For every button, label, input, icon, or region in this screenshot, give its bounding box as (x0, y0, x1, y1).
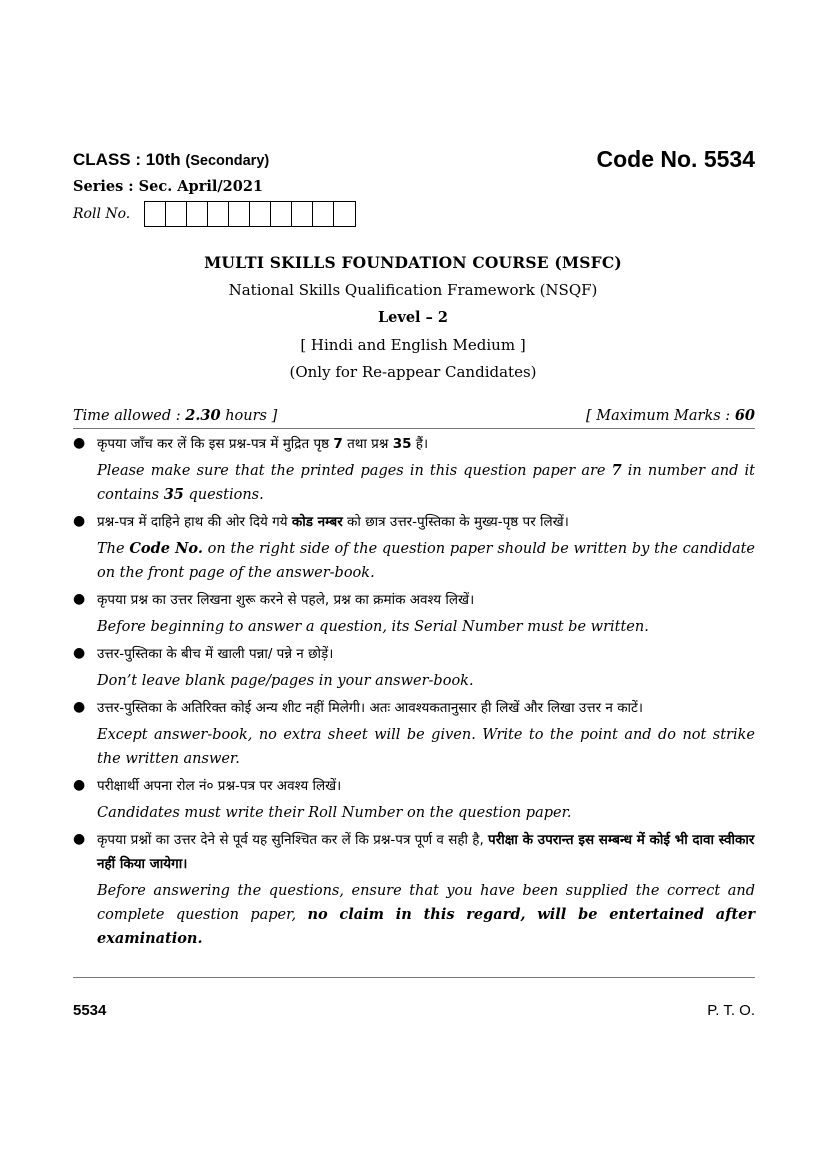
pto-label: P. T. O. (707, 1002, 755, 1019)
marks-prefix: [ Maximum Marks : (586, 408, 735, 424)
english-run: no claim in this regard, will be entertained after examination. (97, 906, 756, 947)
roll-number-box[interactable] (292, 202, 313, 226)
instruction-item (73, 696, 755, 771)
english-run: 7 (611, 462, 622, 479)
instruction-item (73, 588, 755, 639)
marks-value: 60 (734, 407, 755, 424)
roll-number-label: Roll No. (73, 206, 131, 222)
reappear-note: (Only for Re-appear Candidates) (289, 363, 537, 381)
english-run: The (97, 541, 130, 557)
instruction-item (73, 642, 755, 693)
instruction-hindi (97, 432, 755, 456)
english-run: on the right side of the question paper should be written by the candidate on the front page of the answer-book. (97, 541, 756, 581)
course-title: MULTI SKILLS FOUNDATION COURSE (MSFC) (204, 253, 622, 272)
instruction-item (73, 510, 755, 585)
instructions-list (73, 432, 755, 954)
bullet-icon: ● (73, 645, 86, 661)
hindi-run: उत्तर-पुस्तिका के अतिरिक्त कोई अन्य शीट नहीं मिलेगी। अतः आवश्यकतानुसार ही लिखें और लिखा उत्तर न काटें। (97, 700, 643, 716)
roll-number-box[interactable] (250, 202, 271, 226)
instruction-english (97, 723, 755, 771)
instruction-hindi (97, 774, 755, 798)
medium-note: [ Hindi and English Medium ] (300, 336, 526, 354)
roll-number-box[interactable] (145, 202, 166, 226)
english-run: in number and it contains (97, 463, 755, 503)
hindi-run: कृपया प्रश्न का उत्तर लिखना शुरू करने से पहले, प्रश्न का क्रमांक अवश्य लिखें। (97, 592, 475, 608)
bullet-icon: ● (73, 435, 86, 451)
english-run: Candidates must write their Roll Number on the question paper. (97, 805, 572, 821)
class-label (73, 150, 269, 170)
instruction-item (73, 432, 755, 507)
hindi-run: तथा प्रश्न (342, 436, 393, 452)
english-run: Before beginning to answer a question, its Serial Number must be written. (97, 619, 649, 635)
instruction-english (97, 801, 755, 825)
roll-number-box[interactable] (166, 202, 187, 226)
hindi-run: हैं। (411, 436, 429, 452)
roll-number-boxes[interactable] (144, 201, 356, 227)
instruction-english (97, 615, 755, 639)
instruction-hindi (97, 510, 755, 534)
class-subtext: (Secondary) (185, 153, 270, 169)
instruction-english (97, 459, 755, 507)
english-run: questions. (183, 487, 264, 503)
time-suffix: hours ] (220, 408, 278, 424)
instruction-hindi (97, 696, 755, 720)
hindi-run: 35 (392, 436, 412, 452)
hindi-run: कृपया प्रश्नों का उत्तर देने से पूर्व यह सुनिश्चित कर लें कि प्रश्न-पत्र पूर्ण व सही है, (97, 832, 489, 848)
class-text: CLASS : 10th (73, 150, 181, 169)
instruction-english (97, 537, 755, 585)
bottom-divider (73, 977, 755, 978)
english-run: Except answer-book, no extra sheet will be given. Write to the point and do not strike the written answer. (97, 727, 755, 767)
hindi-run: उत्तर-पुस्तिका के बीच में खाली पन्ना/ पन्ने न छोड़ें। (97, 646, 334, 662)
hindi-run: कृपया जाँच कर लें कि इस प्रश्न-पत्र में मुद्रित पृष्ठ (97, 436, 334, 452)
bullet-icon: ● (73, 831, 86, 847)
hindi-run: प्रश्न-पत्र में दाहिने हाथ की ओर दिये गये (97, 514, 292, 530)
time-allowed (73, 407, 277, 424)
bullet-icon: ● (73, 513, 86, 529)
hindi-run: परीक्षा के उपरान्त इस सम्बन्ध में कोई भी दावा स्वीकार नहीं किया जायेगा। (97, 832, 755, 872)
roll-number-box[interactable] (187, 202, 208, 226)
bullet-icon: ● (73, 777, 86, 793)
english-run: Code No. (129, 540, 203, 557)
roll-number-box[interactable] (313, 202, 334, 226)
hindi-run: को छात्र उत्तर-पुस्तिका के मुख्य-पृष्ठ पर लिखें। (342, 514, 569, 530)
english-run: Before answering the questions, ensure that you have been supplied the correct and complete question paper, (97, 883, 755, 923)
time-value: 2.30 (185, 407, 221, 424)
instruction-item (73, 774, 755, 825)
footer-code: 5534 (73, 1002, 107, 1019)
instruction-english (97, 879, 755, 951)
framework-title: National Skills Qualification Framework (NSQF) (228, 281, 598, 299)
bullet-icon: ● (73, 699, 86, 715)
english-run: 35 (163, 486, 184, 503)
hindi-run: परीक्षार्थी अपना रोल नं० प्रश्न-पत्र पर अवश्य लिखें। (97, 778, 342, 794)
hindi-run: 7 (333, 436, 343, 452)
english-run: Don’t leave blank page/pages in your answer-book. (97, 673, 474, 689)
instruction-item (73, 828, 755, 951)
roll-number-box[interactable] (208, 202, 229, 226)
instruction-english (97, 669, 755, 693)
time-prefix: Time allowed : (73, 408, 186, 424)
instruction-hindi (97, 588, 755, 612)
hindi-run: कोड नम्बर (291, 514, 343, 530)
instruction-hindi (97, 642, 755, 666)
roll-number-box[interactable] (229, 202, 250, 226)
series-label: Series : Sec. April/2021 (73, 178, 264, 195)
maximum-marks (586, 407, 755, 424)
bullet-icon: ● (73, 591, 86, 607)
instruction-hindi (97, 828, 755, 876)
roll-number-box[interactable] (271, 202, 292, 226)
top-divider (73, 428, 755, 429)
level-title: Level – 2 (377, 309, 448, 326)
code-number: Code No. 5534 (596, 146, 755, 172)
roll-number-box[interactable] (334, 202, 355, 226)
english-run: Please make sure that the printed pages in this question paper are (97, 463, 612, 479)
